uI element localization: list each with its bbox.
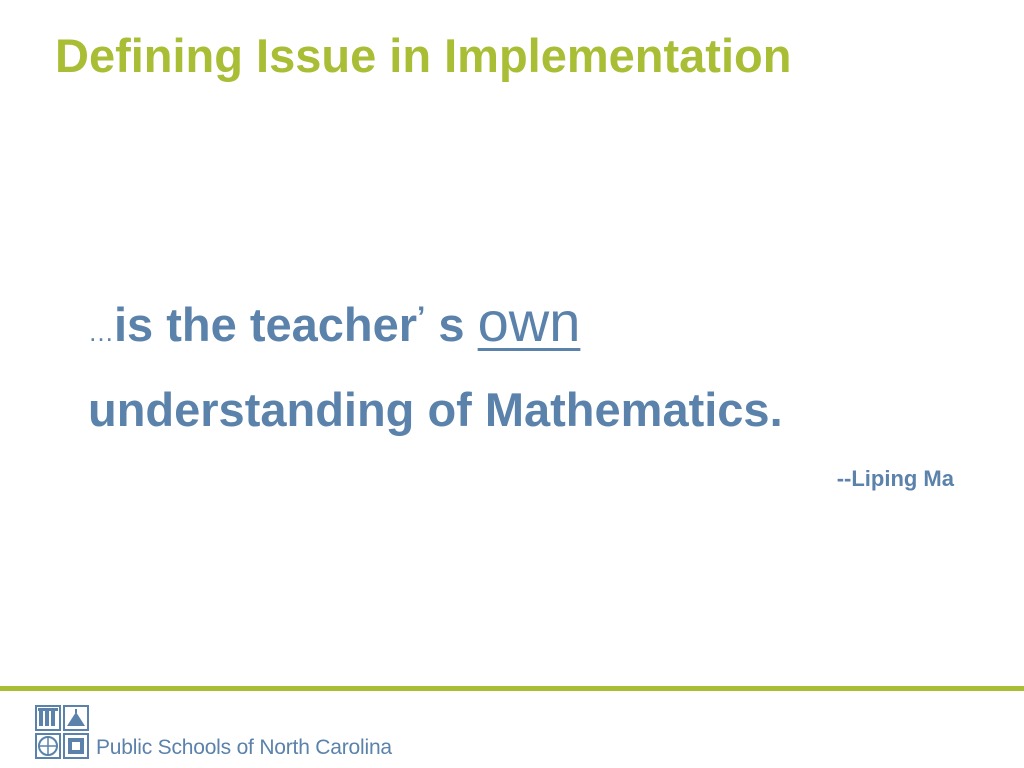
- quote-possessive: s: [425, 298, 478, 351]
- nc-public-schools-logo-icon: [34, 704, 90, 760]
- quote-line-1: [88, 278, 968, 372]
- footer-divider: [0, 686, 1024, 691]
- quote-ellipsis: …: [88, 317, 114, 347]
- quote-apostrophe: ’: [417, 301, 426, 334]
- slide-title: Defining Issue in Implementation: [55, 29, 792, 82]
- quote-lead: is the teacher: [114, 298, 418, 351]
- quote-emphasis-own: own: [477, 290, 581, 353]
- quote-line-2: understanding of Mathematics.: [88, 383, 783, 436]
- quote-block: [88, 278, 968, 440]
- footer-organization-name: Public Schools of North Carolina: [96, 736, 392, 759]
- quote-attribution: --Liping Ma: [836, 466, 954, 491]
